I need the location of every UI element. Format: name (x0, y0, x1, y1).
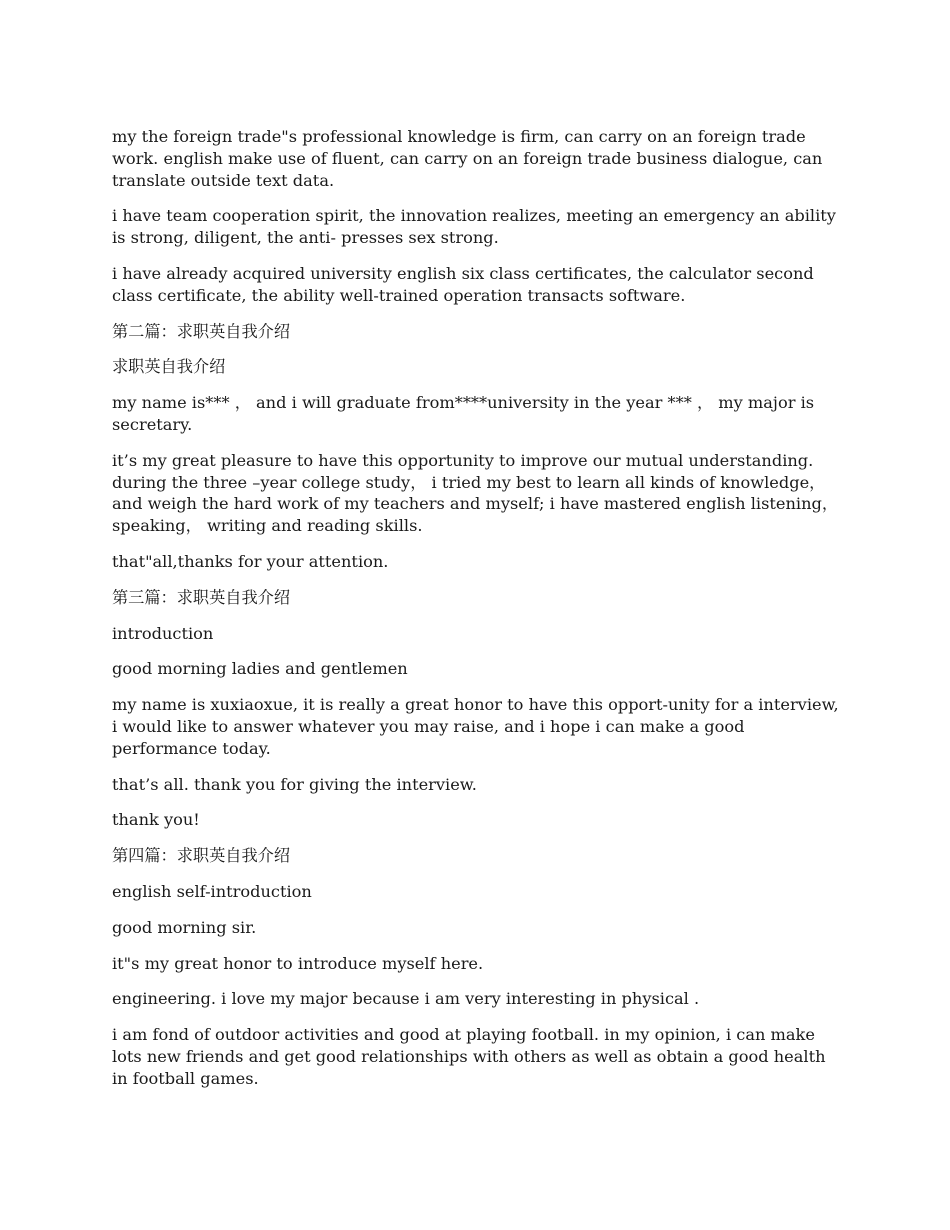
paragraph-subtitle-part-two: 求职英自我介绍 (112, 357, 226, 377)
paragraph-introduction: introduction (112, 623, 214, 643)
paragraph-great-honor: it"s my great honor to introduce myself here. (112, 953, 484, 973)
paragraph-greeting-sir: good morning sir. (112, 917, 257, 937)
paragraph-college-study: it’s my great pleasure to have this opportunity to improve our mutual understanding. during the three –year college study， i tried my best to learn all kinds of knowledge， and weigh the hard work of my teachers and myself; i have mastered english listening， speaking， writing and reading skills. (112, 450, 839, 536)
paragraph-engineering-major: engineering. i love my major because i am very interesting in physical . (112, 989, 700, 1009)
paragraph-foreign-trade-knowledge: my the foreign trade"s professional knowledge is firm, can carry on an foreign trade work. english make use of fluent, can carry on an foreign trade business dialogue, can translate outside text data. (112, 127, 823, 190)
paragraph-outdoor-activities: i am fond of outdoor activities and good at playing football. in my opinion, i can make lots new friends and get good relationships with others as well as obtain a good health in football games. (112, 1025, 826, 1088)
document-page (112, 126, 840, 1104)
paragraph-certificates: i have already acquired university english six class certificates, the calculator second class certificate, the ability well-trained operation transacts software. (112, 263, 814, 305)
paragraph-greeting-ladies: good morning ladies and gentlemen (112, 659, 408, 679)
paragraph-name-and-major: my name is*** ， and i will graduate from****university in the year *** ， my major is secretary. (112, 393, 815, 434)
section-heading-part-two: 第二篇：求职英自我介绍 (112, 321, 291, 341)
paragraph-thanks-interview: that’s all. thank you for giving the interview. (112, 774, 477, 794)
paragraph-english-self-introduction: english self-introduction (112, 881, 312, 901)
paragraph-team-cooperation: i have team cooperation spirit, the innovation realizes, meeting an emergency an ability is strong, diligent, the anti- presses sex strong. (112, 206, 836, 248)
paragraph-thanks-attention: that"all,thanks for your attention. (112, 551, 389, 571)
section-heading-part-three: 第三篇：求职英自我介绍 (112, 587, 291, 607)
paragraph-interview-honor: my name is xuxiaoxue, it is really a great honor to have this opport-unity for a interview, i would like to answer whatever you may raise, and i hope i can make a good performance today. (112, 695, 839, 758)
paragraph-thank-you: thank you! (112, 810, 200, 830)
section-heading-part-four: 第四篇：求职英自我介绍 (112, 846, 291, 866)
